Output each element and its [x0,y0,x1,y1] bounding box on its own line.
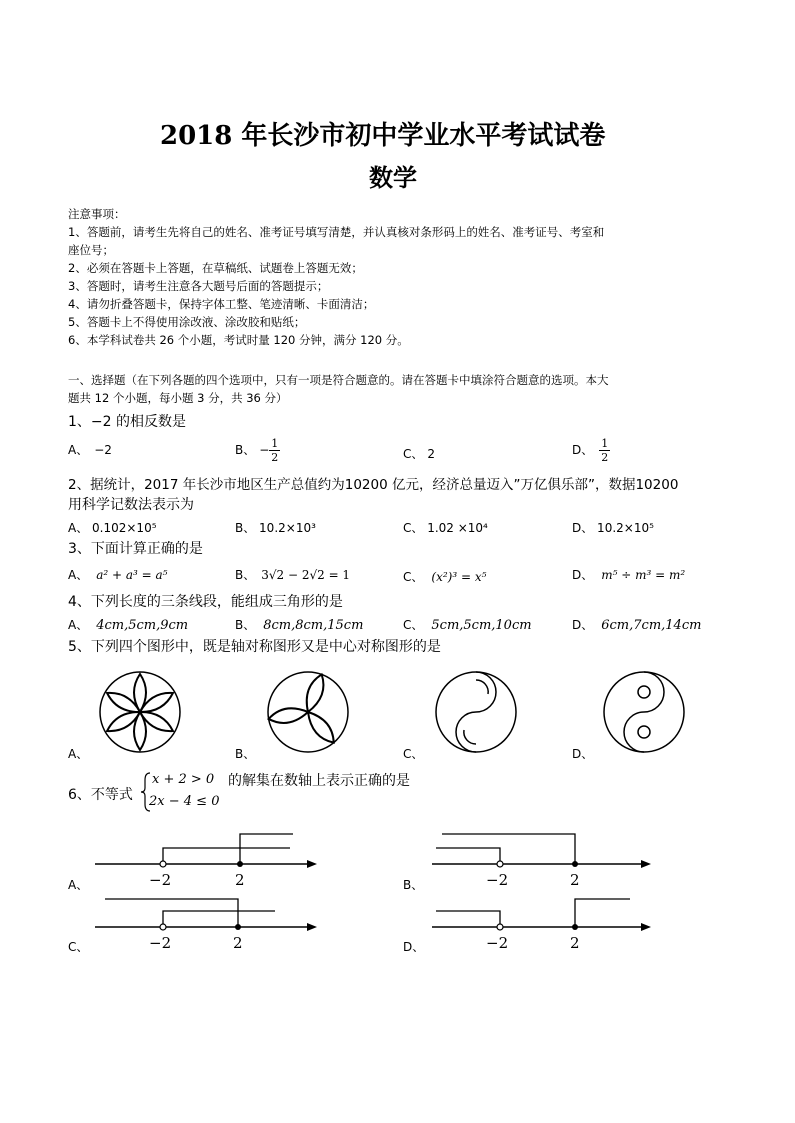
q6-option-b-label: B、 [403,878,424,892]
axis-label-2: 2 [235,871,245,889]
q5-figure-a [98,670,182,754]
q6-number-line-c [95,895,325,955]
q1-option-b: B、 − $\frac{1}{2}$ [235,437,279,464]
note-line: 座位号； [68,243,114,257]
q5-option-c-label: C、 [403,747,424,761]
question-5-stem: 5、下列四个图形中，既是轴对称图形又是中心对称图形的是 [68,639,441,655]
question-1-stem: 1、−2 的相反数是 [68,414,186,430]
note-line: 3、答题时，请考生注意各大题号后面的答题提示； [68,279,329,293]
q2-option-d: D、 10.2×10⁵ [572,521,654,535]
q3-option-a: A、 a² + a³ = a⁵ [68,568,168,582]
axis-label-neg2: −2 [486,934,509,952]
section-heading: 题共 12 个小题，每小题 3 分，共 36 分） [68,391,288,405]
q2-option-b: B、 10.2×10³ [235,521,316,535]
q2-option-c: C、 1.02 ×10⁴ [403,521,488,535]
note-line: 4、请勿折叠答题卡，保持字体工整、笔迹清晰、卡面清洁； [68,297,375,311]
q5-figure-c [434,670,518,754]
page-title: 2018 年长沙市初中学业水平考试试卷 [160,121,606,151]
axis-label-neg2: −2 [486,871,509,889]
q2-option-a: A、 0.102×10⁵ [68,521,157,535]
q5-option-a-label: A、 [68,747,89,761]
q5-figure-b [266,670,350,754]
q6-number-line-b [432,830,662,890]
question-6-stem-prefix: 6、不等式 [68,787,133,803]
inequality-1: x + 2 > 0 [152,772,215,787]
q3-option-b: B、 3√2 − 2√2 = 1 [235,568,351,582]
q1-option-a: A、 −2 [68,443,112,457]
note-line: 5、答题卡上不得使用涂改液、涂改胶和贴纸； [68,315,306,329]
question-2-stem-cont: 用科学记数法表示为 [68,497,194,513]
axis-label-neg2: −2 [149,934,172,952]
axis-label-2: 2 [233,934,243,952]
notes-heading: 注意事项： [68,207,126,221]
axis-label-2: 2 [570,934,580,952]
q4-option-d: D、 6cm,7cm,14cm [572,618,702,633]
q1-option-d: D、 $\frac{1}{2}$ [572,437,609,464]
q4-option-b: B、 8cm,8cm,15cm [235,618,364,633]
subject-title: 数学 [369,163,417,192]
q6-option-c-label: C、 [68,940,89,954]
axis-label-neg2: −2 [149,871,172,889]
question-2-stem: 2、据统计，2017 年长沙市地区生产总值约为10200 亿元，经济总量迈入”万亿俱乐部”，数据10200 [68,477,679,493]
note-line: 1、答题前，请考生先将自己的姓名、准考证号填写清楚，并认真核对条形码上的姓名、准考证号、考室和 [68,225,605,239]
q5-figure-d [602,670,686,754]
inequality-2: 2x − 4 ≤ 0 [149,794,220,809]
q6-number-line-d [432,895,662,955]
note-line: 2、必须在答题卡上答题，在草稿纸、试题卷上答题无效； [68,261,363,275]
q3-option-d: D、 m⁵ ÷ m³ = m² [572,568,686,582]
q3-option-c: C、 (x²)³ = x⁵ [403,570,487,584]
section-heading: 一、选择题（在下列各题的四个选项中，只有一项是符合题意的。请在答题卡中填涂符合题意的选项。本大 [68,373,609,387]
q4-option-c: C、 5cm,5cm,10cm [403,618,532,633]
question-3-stem: 3、下面计算正确的是 [68,541,203,557]
q6-number-line-a [95,830,325,890]
axis-label-2: 2 [570,871,580,889]
q6-option-a-label: A、 [68,878,89,892]
q4-option-a: A、 4cm,5cm,9cm [68,618,189,633]
q5-option-b-label: B、 [235,747,256,761]
question-6-stem-suffix: 的解集在数轴上表示正确的是 [228,773,410,789]
q5-option-d-label: D、 [572,747,594,761]
note-line: 6、本学科试卷共 26 个小题，考试时量 120 分钟，满分 120 分。 [68,333,409,347]
q6-option-d-label: D、 [403,940,425,954]
question-4-stem: 4、下列长度的三条线段，能组成三角形的是 [68,594,343,610]
q1-option-c: C、 2 [403,447,436,461]
